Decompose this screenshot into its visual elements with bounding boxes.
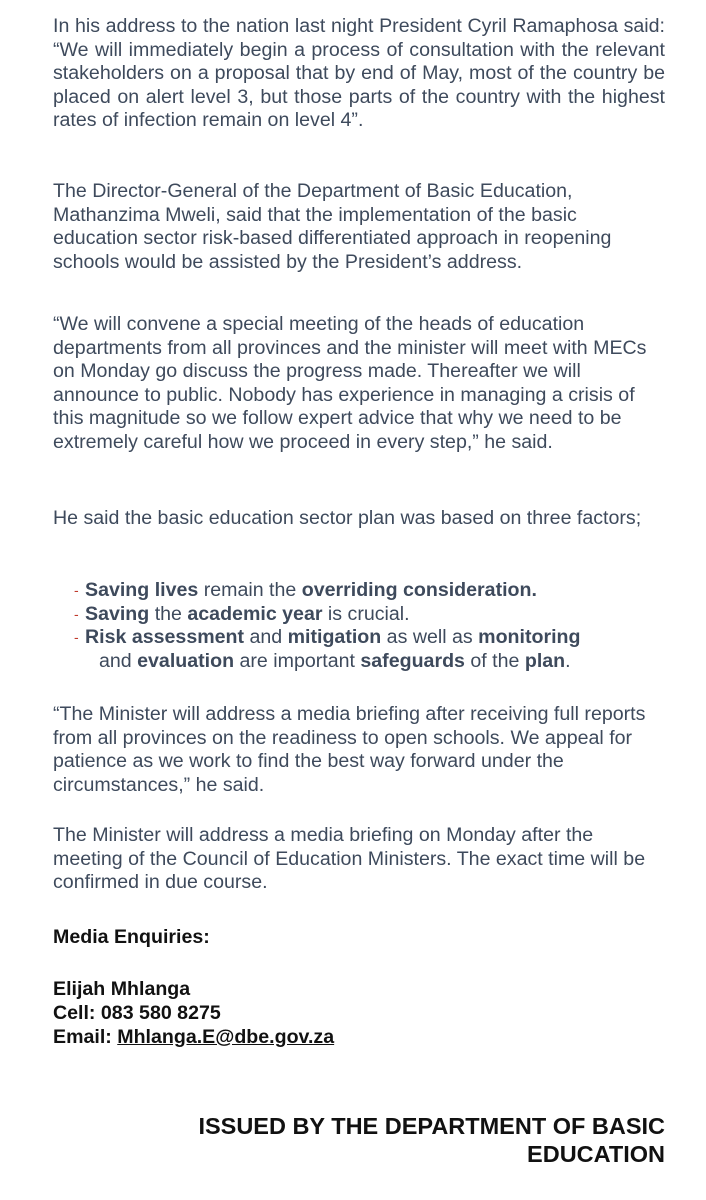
bold-phrase: overriding consideration. — [301, 579, 537, 601]
cell-label: Cell: — [53, 1002, 101, 1024]
bold-phrase: safeguards — [360, 649, 465, 672]
plain-text: the — [149, 602, 188, 625]
paragraph-director-general: The Director-General of the Department of Basic Education, Mathanzima Mweli, said that the implementation of the basic education sector risk-based differentiated approach in reopening schools would be assisted by the President’s address. — [53, 180, 612, 273]
plain-text: and — [244, 626, 288, 649]
plain-text: is crucial. — [322, 602, 410, 625]
bold-phrase: mitigation — [287, 626, 382, 649]
plain-text: of the — [464, 649, 525, 672]
plain-text: are important — [234, 649, 361, 672]
paragraph-media-briefing: The Minister will address a media briefing on Monday after the meeting of the Council of Education Ministers. The exact time will be confirmed in due course. — [53, 824, 646, 894]
bold-phrase: Saving lives — [85, 579, 199, 601]
issued-by-line-1: ISSUED BY THE DEPARTMENT OF BASIC — [198, 1113, 665, 1139]
bold-phrase: Saving — [85, 602, 150, 625]
bold-phrase: monitoring — [478, 626, 581, 649]
contact-email — [53, 1026, 334, 1050]
plain-text: remain the — [198, 579, 302, 601]
factor-item-saving-lives — [74, 579, 674, 603]
plain-text: . — [565, 649, 571, 672]
contact-name: Elijah Mhlanga — [53, 978, 191, 1000]
paragraph-sector-plan: He said the basic education sector plan was based on three factors; — [53, 507, 642, 529]
bold-phrase: evaluation — [137, 649, 235, 672]
issued-by-line-2: EDUCATION — [527, 1140, 665, 1167]
factor-item-continuation — [85, 650, 674, 674]
factors-list — [74, 579, 674, 673]
issued-by-footer — [145, 1113, 665, 1168]
paragraph-president-address: In his address to the nation last night President Cyril Ramaphosa said: “We will immediately begin a process of consultation with the relevant stakeholders on a proposal that by end of May, most of the country be placed on alert level 3, but those parts of the country with the highest rates of infection remain on level 4”. — [53, 15, 665, 132]
bullet-marker: - — [74, 629, 79, 646]
bold-phrase: Risk assessment — [85, 626, 245, 649]
paragraph-minister-quote: “The Minister will address a media briefing after receiving full reports from all provinces on the readiness to open schools. We appeal for patience as we work to find the best way forward under the circumstances,” he said. — [53, 703, 646, 796]
email-label: Email: — [53, 1026, 118, 1048]
bold-phrase: academic year — [187, 602, 323, 625]
plain-text: and — [99, 649, 138, 672]
contact-cell — [53, 1002, 221, 1026]
bullet-marker: - — [74, 582, 79, 598]
paragraph-special-meeting: “We will convene a special meeting of the heads of education departments from all provinces and the minister will meet with MECs on Monday go discuss the progress made. Thereafter we will announce to public. Nobody has experience in managing a crisis of this magnitude so we follow expert advice that why we need to be extremely careful how we proceed in every step,” he said. — [53, 313, 647, 453]
bullet-marker: - — [74, 605, 79, 622]
cell-number[interactable]: 083 580 8275 — [100, 1002, 221, 1024]
bold-phrase: plan — [524, 649, 566, 672]
factor-item-risk-assessment — [74, 626, 674, 673]
factor-item-academic-year — [74, 603, 674, 627]
email-link[interactable]: Mhlanga.E@dbe.gov.za — [117, 1026, 335, 1048]
plain-text: as well as — [381, 626, 479, 649]
media-enquiries-heading: Media Enquiries: — [53, 926, 210, 948]
